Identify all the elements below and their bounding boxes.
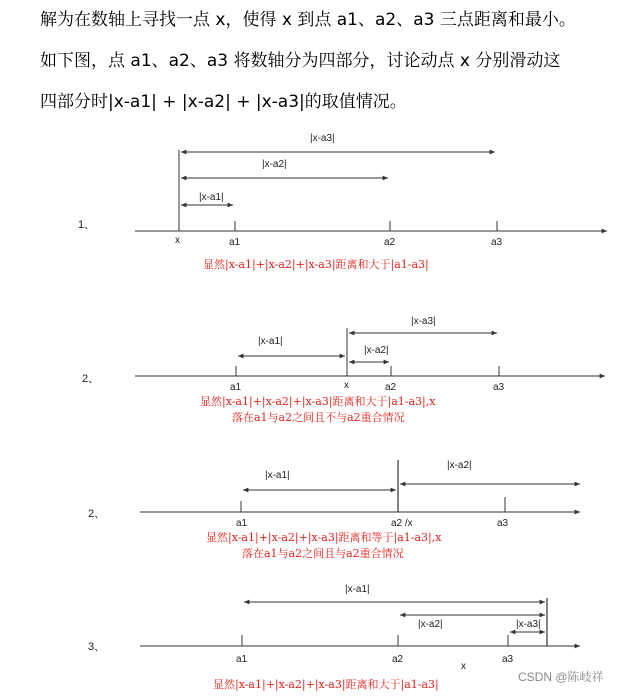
point-a2: a2: [385, 382, 397, 393]
point-a3: a3: [497, 518, 509, 529]
point-a3: a3: [502, 654, 514, 665]
diagram-4-index: 3、: [88, 641, 106, 653]
point-a3: a3: [493, 382, 505, 393]
point-a2: a2: [384, 237, 396, 248]
point-a1: a1: [236, 654, 248, 665]
label-xa3: |x-a3|: [411, 316, 436, 327]
diagram-2-index: 2、: [82, 373, 100, 385]
point-a2-x: a2 /x: [391, 518, 413, 529]
watermark: CSDN @陈岐祥: [518, 670, 604, 684]
label-xa2: |x-a2|: [447, 460, 472, 471]
diagram-2-note-1: 显然|x-a1|+|x-a2|+|x-a3|距离和大于|a1-a3|,x: [200, 395, 436, 408]
diagram-1-index: 1、: [78, 219, 96, 231]
label-xa2: |x-a2|: [418, 619, 443, 630]
label-xa1: |x-a1|: [199, 192, 224, 203]
label-xa1: |x-a1|: [258, 336, 283, 347]
label-xa2: |x-a2|: [364, 345, 389, 356]
diagram-2: [82, 316, 605, 424]
diagram-3-note-2: 落在a1与a2之间且与a2重合情况: [242, 547, 404, 560]
intro-line-2: 如下图，点 a1、a2、a3 将数轴分为四部分，讨论动点 x 分别滑动这: [40, 51, 561, 71]
label-xa1: |x-a1|: [345, 584, 370, 595]
point-a1: a1: [230, 382, 242, 393]
intro-line-3: 四部分时|x-a1| + |x-a2| + |x-a3|的取值情况。: [40, 92, 407, 112]
label-xa3: |x-a3|: [516, 619, 541, 630]
label-xa1: |x-a1|: [265, 470, 290, 481]
diagram-1-note: 显然|x-a1|+|x-a2|+|x-a3|距离和大于|a1-a3|: [203, 258, 429, 271]
intro-line-1: 解为在数轴上寻找一点 x，使得 x 到点 a1、a2、a3 三点距离和最小。: [40, 10, 576, 30]
label-xa2: |x-a2|: [262, 159, 287, 170]
diagram-4: [88, 584, 580, 692]
diagram-3-note-1: 显然|x-a1|+|x-a2|+|x-a3|距离和等于|a1-a3|,x: [206, 531, 442, 544]
point-a2: a2: [392, 654, 404, 665]
point-x: x: [461, 661, 466, 672]
point-x: x: [344, 380, 349, 391]
diagram-1: [78, 133, 607, 272]
diagram-3-index: 2、: [88, 508, 106, 520]
diagram-4-note: 显然|x-a1|+|x-a2|+|x-a3|距离和大于|a1-a3|: [213, 678, 439, 691]
diagram-2-note-2: 落在a1与a2之间且不与a2重合情况: [232, 411, 405, 424]
point-a1: a1: [229, 237, 241, 248]
point-a3: a3: [491, 237, 503, 248]
point-x: x: [175, 235, 180, 246]
point-a1: a1: [236, 518, 248, 529]
diagram-3: [88, 460, 580, 560]
label-xa3: |x-a3|: [310, 133, 335, 144]
